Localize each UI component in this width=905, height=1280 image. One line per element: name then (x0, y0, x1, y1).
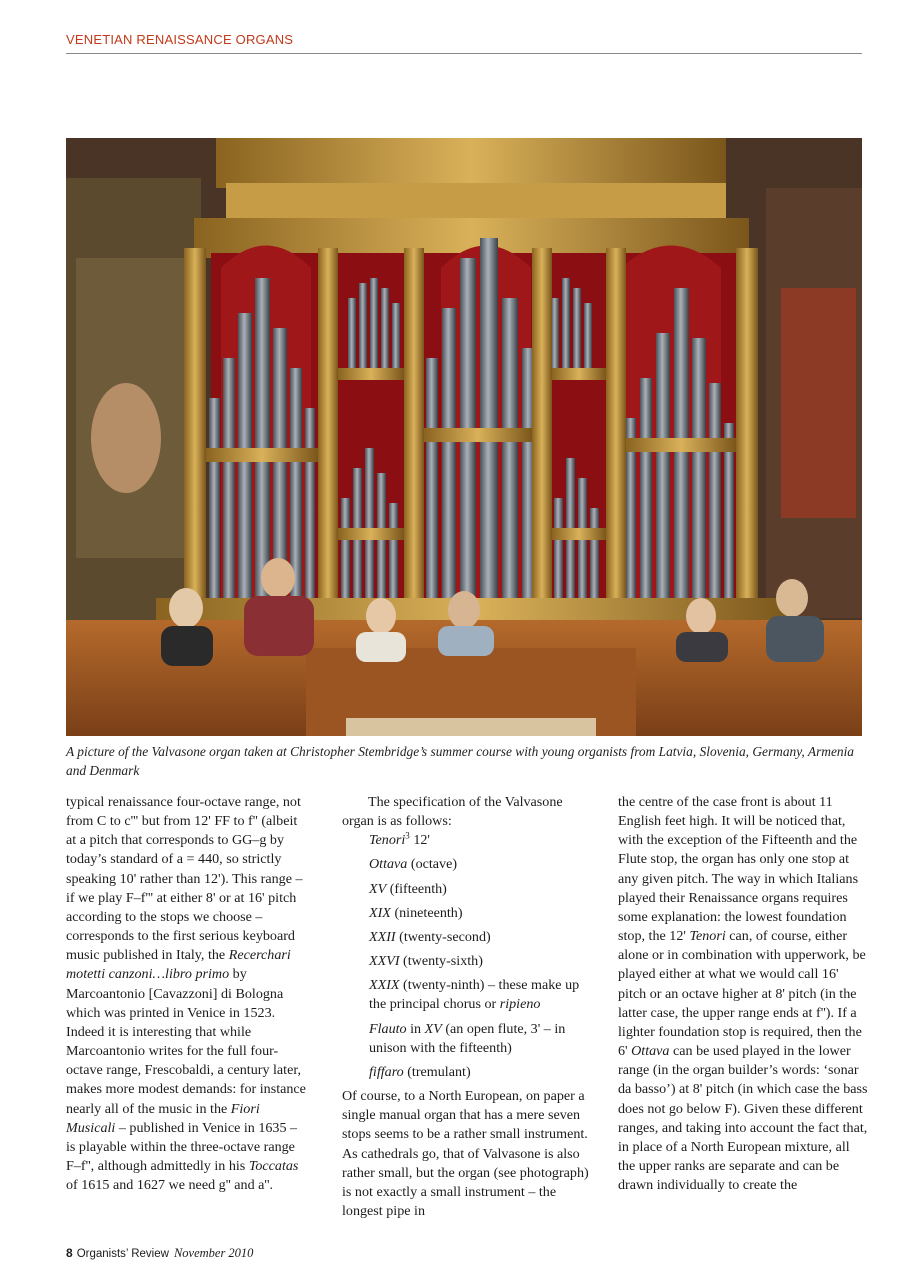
text-column-2 (342, 793, 590, 1221)
page-number: 8 (66, 1246, 73, 1260)
paragraph: typical renaissance four-octave range, not from C to c''' but from 12' FF to f'' (albeit at a pitch that corresponds to GG–g by today’s standard of a = 440, so strictly speaking 10' rather than 12'). This range – if we play F–f''' at either 8' or at 16' pitch according to the stops we choose – corresponds to the first serious keyboard music published in Italy, the Recerchari motetti canzoni…libro primo by Marcoantonio [Cavazzoni] di Bologna which was printed in Venice in 1523. Indeed it is interesting that while Marcoantonio writes for the full four-octave range, Frescobaldi, a century later, makes more modest demands: for instance nearly all of the music in the Fiori Musicali – published in Venice in 1635 – is playable within the three-octave range F–f'', although admittedly in his Toccatas of 1615 and 1627 we need g'' and a''. (66, 794, 306, 1194)
running-header (66, 31, 862, 54)
stop-item: XXII (twenty-second) (369, 928, 491, 945)
spec-intro: The specification of the Valvasone organ is as follows: (342, 794, 563, 830)
issue-date: November 2010 (173, 1246, 254, 1260)
running-title: VENETIAN RENAISSANCE ORGANS (66, 32, 294, 47)
photo-caption: A picture of the Valvasone organ taken at Christopher Stembridge’s summer course with young organists from Latvia, Slovenia, Germany, Armenia and Denmark (66, 744, 855, 778)
stop-item: XXVI (twenty-sixth) (369, 953, 483, 970)
stop-item: XV (fifteenth) (369, 880, 447, 897)
paragraph: Of course, to a North European, on paper a single manual organ that has a mere seven stops seems to be a rather small instrument. As cathedrals go, that of Valvasone is also rather small, but the organ (see photograph) is not exactly a small instrument – the longest pipe in (342, 1088, 589, 1219)
text-column-1 (66, 793, 306, 1195)
journal-name: Organists’ Review (76, 1248, 169, 1260)
stop-item: Flauto in XV (an open flute, 3' – in unison with the fifteenth) (369, 1020, 566, 1056)
paragraph: the centre of the case front is about 11 English feet high. It will be noticed that, with the exception of the Fifteenth and the Flute stop, the organ has only one stop at any given pitch. The way in which Italians played their Renaissance organs requires some explanation: the lowest foundation stop, the 12' Tenori can, of course, either alone or in combination with upperwork, be played either at what we would call 16' pitch or an octave higher at 8' pitch (in the latter case, the upper range ends at f''). If a lighter foundation stop is required, then the 6' Ottava can be used played in the lower range (in the organ builder’s words: ‘sonar da basso’) at 8' pitch (in which case the bass does not go below F). Given these different ranges, and taking into account the fact that, in place of a North European mixture, all the upper ranks are separate and can be drawn individually to create the (618, 794, 868, 1194)
page-footer (66, 1246, 253, 1261)
stop-list (342, 831, 590, 1082)
stop-item: fiffaro (tremulant) (369, 1063, 471, 1080)
organ-photo (66, 138, 862, 736)
stop-item: XIX (nineteenth) (369, 904, 463, 921)
stop-item: XXIX (twenty-ninth) – these make up the principal chorus or ripieno (369, 977, 580, 1013)
stop-item: Ottava (octave) (369, 856, 458, 873)
text-column-3 (618, 793, 868, 1195)
stop-item: Tenori$^3$ 12' (369, 830, 430, 849)
